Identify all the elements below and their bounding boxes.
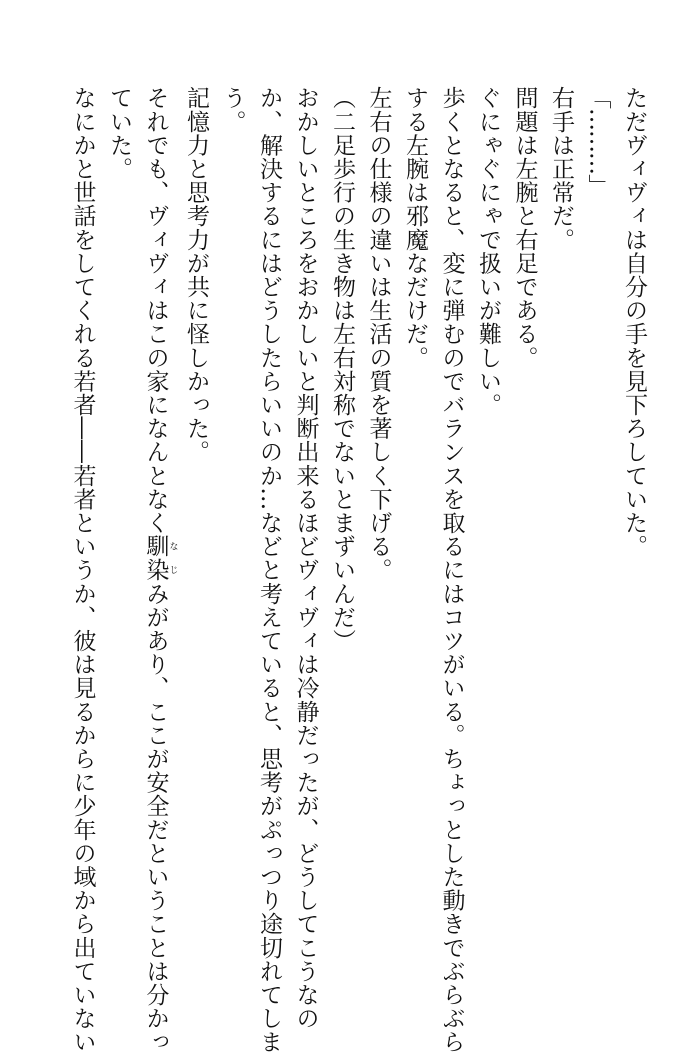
text-line-6: 歩くとなると、変に弾むのでバランスを取るにはコツがいる。ちょっとした動きでぶらぶら: [438, 86, 465, 1054]
text-line-9: （二足歩行の生き物は左右対称でないとまずいんだ）: [329, 86, 355, 653]
text-line-14: [137, 86, 178, 1054]
text-line-10: おかしいところをおかしいと判断出来るほどヴィヴィは冷静だったが、どうしてこうなの: [292, 86, 319, 1030]
text-line-13: 記憶力と思考力が共に怪しかった。: [183, 86, 209, 464]
text-line-7: する左腕は邪魔なだけだ。: [402, 86, 428, 370]
text-line-8: 左右の仕様の違いは生活の質を著しく下げる。: [365, 86, 392, 582]
furigana-word: [142, 534, 178, 582]
ruby-reading: なじ: [167, 534, 178, 582]
text-line-5: ぐにゃぐにゃで扱いが難しい。: [475, 86, 501, 417]
text-line-4: 問題は左腕と右足である。: [511, 86, 538, 370]
text-line-12: う。: [219, 86, 246, 134]
text-line-2: 「………」: [584, 86, 611, 196]
text-line-11: か、解決するにはどうしたらいいのか…などと考えていると、思考がぷっつり途切れてしま: [256, 86, 282, 1054]
ruby-base: 馴染: [142, 534, 169, 582]
text-line-14-end: みがあり、ここが安全だということは分かっ: [142, 581, 169, 1054]
text-line-15: ていた。: [106, 86, 132, 181]
vertical-text-body: [64, 86, 652, 1054]
text-line-14-start: それでも、ヴィヴィはこの家になんとなく: [142, 86, 169, 535]
text-line-3: 右手は正常だ。: [548, 86, 574, 252]
text-line-16: なにかと世話をしてくれる若者――若者というか、彼は見るからに少年の域から出ていない: [69, 86, 96, 1054]
text-line-1: ただヴィヴィは自分の手を見下ろしていた。: [621, 86, 647, 558]
